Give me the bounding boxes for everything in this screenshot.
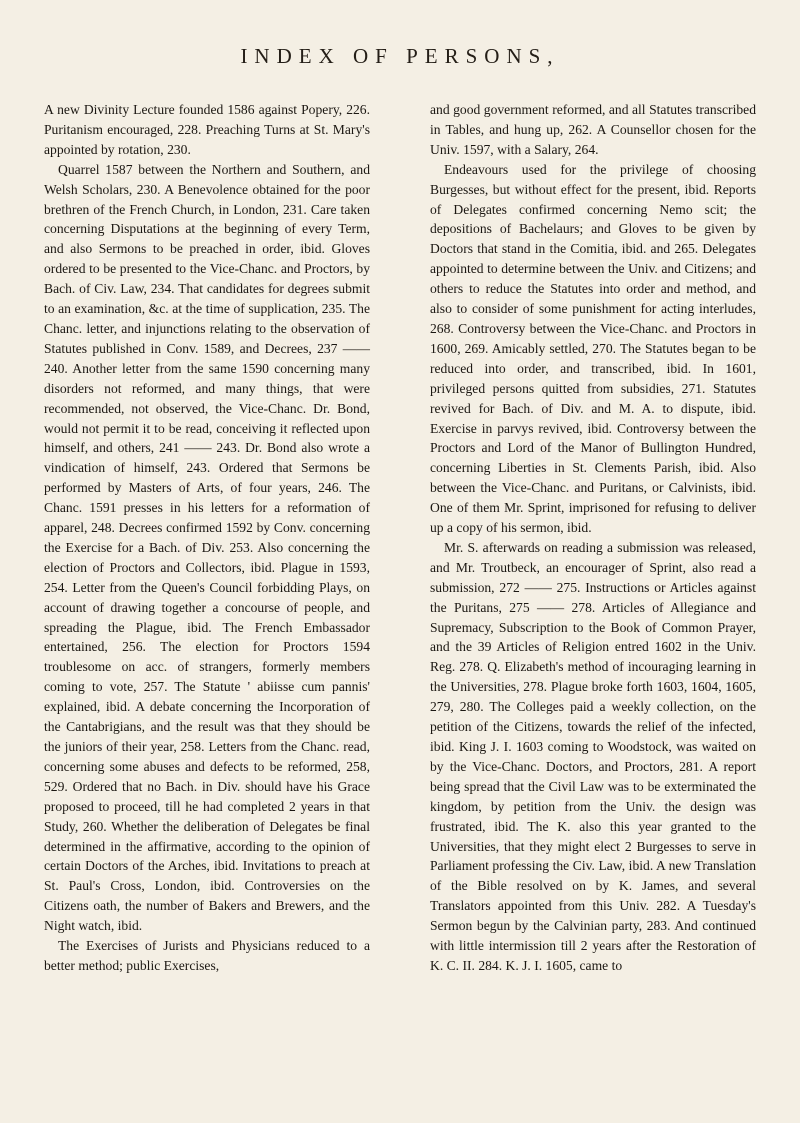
- index-paragraph: The Exercises of Jurists and Physicians reduced to a better method; public Exercises,: [44, 938, 370, 973]
- index-paragraph: Mr. S. afterwards on reading a submission was released, and Mr. Troutbeck, an encourager of Sprint, also read a submission, 272 —— 275. Instructions or Articles against the Puritans, 275 —— 278. Articles of Allegiance and Supremacy, Subscription to the Book of Common Prayer, and the 39 Articles of Religion entred 1602 in the Univ. Reg. 278. Q. Elizabeth's method of incouraging learning in the Universities, 278. Plague broke forth 1603, 1604, 1605, 279, 280. The Colleges paid a weekly collection, on the petition of the Citizens, towards the relief of the infected, ibid. King J. I. 1603 coming to Woodstock, was waited on by the Vice-Chanc. Doctors, and Proctors, 281. A report being spread that the Civil Law was to be exterminated the kingdom, by petition from the Univ. the design was frustrated, ibid. The K. also this year granted to the Universities, that they might elect 2 Burgesses to serve in Parliament professing the Civ. Law, ibid. A new Translation of the Bible resolved on by K. James, and several Translators appointed from this Univ. 282. A Tuesday's Sermon begun by the Calvinian party, 283. And continued with little intermission till 2 years after the Restoration of K. C. II. 284. K. J. I. 1605, came to: [430, 539, 756, 973]
- index-paragraph: Quarrel 1587 between the Northern and Southern, and Welsh Scholars, 230. A Benevolence obtained for the poor brethren of the French Church, in London, 231. Care taken concerning Disputations at the beginning of every Term, and also Sermons to be preached in order, ibid. Gloves ordered to be presented to the Vice-Chanc. and Proctors, by Bach. of Civ. Law, 234. That candidates for degrees submit to an examination, &c. at the time of supplication, 235. The Chanc. letter, and injunctions relating to the observation of Statutes published in Conv. 1589, and Decrees, 237 —— 240. Another letter from the same 1590 concerning many disorders not reformed, and many things, that were recommended, not observed, the Vice-Chanc. Dr. Bond, would not permit it to be read, conceiving it reflected upon himself, and others, 241 —— 243. Dr. Bond also wrote a vindication of himself, 243. Ordered that Sermons be performed by Masters of Arts, of four years, 246. The Chanc. 1591 presses in his letters for a reformation of apparel, 248. Decrees confirmed 1592 by Conv. concerning the Exercise for a Bach. of Div. 253. Also concerning the election of Proctors and Collectors, ibid. Plague in 1593, 254. Letter from the Queen's Council forbidding Plays, on account of drawing together a concourse of people, and spreading the Plague, ibid. The French Embassador entertained, 256. The election for Proctors 1594 troublesome on acc. of strangers, formerly members coming to vote, 257. The Statute ' abiisse cum pannis' explained, ibid. A debate concerning the Incorporation of the Cantabrigians, and the result was that they should be the juniors of their year, 258. Letters from the Chanc. read, concerning some abuses and defects to be reformed, 258, 529. Ordered that no Bach. in Div. should have his Grace proposed to proceed, till he had completed 2 years in that Study, 260. Whether the deliberation of Delegates be final determined in the affirmative, according to the opinion of certain Doctors of the Arches, ibid. Invitations to preach at St. Paul's Cross, London, ibid. Controversies on the Citizens oath, the number of Bakers and Brewers, and the Night watch, ibid.: [44, 161, 370, 934]
- right-column: [430, 100, 756, 976]
- left-column: [44, 100, 370, 976]
- index-paragraph: Endeavours used for the privilege of choosing Burgesses, but without effect for the present, ibid. Reports of Delegates confirmed concerning Nemo scit; the depositions of Bachelaurs; and Gloves to be given by Doctors that stand in the Comitia, ibid. and 265. Delegates appointed to determine between the Univ. and Citizens; and others to reduce the Statutes into order and method, and also to consider of some punishment for acting interludes, 268. Controversy between the Vice-Chanc. and Proctors in 1600, 269. Amicably settled, 270. The Statutes began to be reduced into order, and transcribed, ibid. In 1601, privileged persons quitted from subsidies, 271. Statutes revived for Bach. of Div. and M. A. to dispute, ibid. Exercise in parvys revived, ibid. Controversy between the Proctors and Lord of the Manor of Bullington Hundred, concerning Liberties in St. Clements Parish, ibid. Also between the Vice-Chanc. and Puritans, or Calvinists, ibid. One of them Mr. Sprint, imprisoned for refusing to deliver up a copy of his sermon, ibid.: [430, 161, 756, 536]
- running-head: INDEX OF PERSONS,: [240, 44, 560, 68]
- index-paragraph: and good government reformed, and all Statutes transcribed in Tables, and hung up, 262. A Counsellor chosen for the Univ. 1597, with a Salary, 264.: [430, 102, 756, 157]
- index-paragraph: A new Divinity Lecture founded 1586 against Popery, 226. Puritanism encouraged, 228. Preaching Turns at St. Mary's appointed by rotation, 230.: [44, 102, 370, 157]
